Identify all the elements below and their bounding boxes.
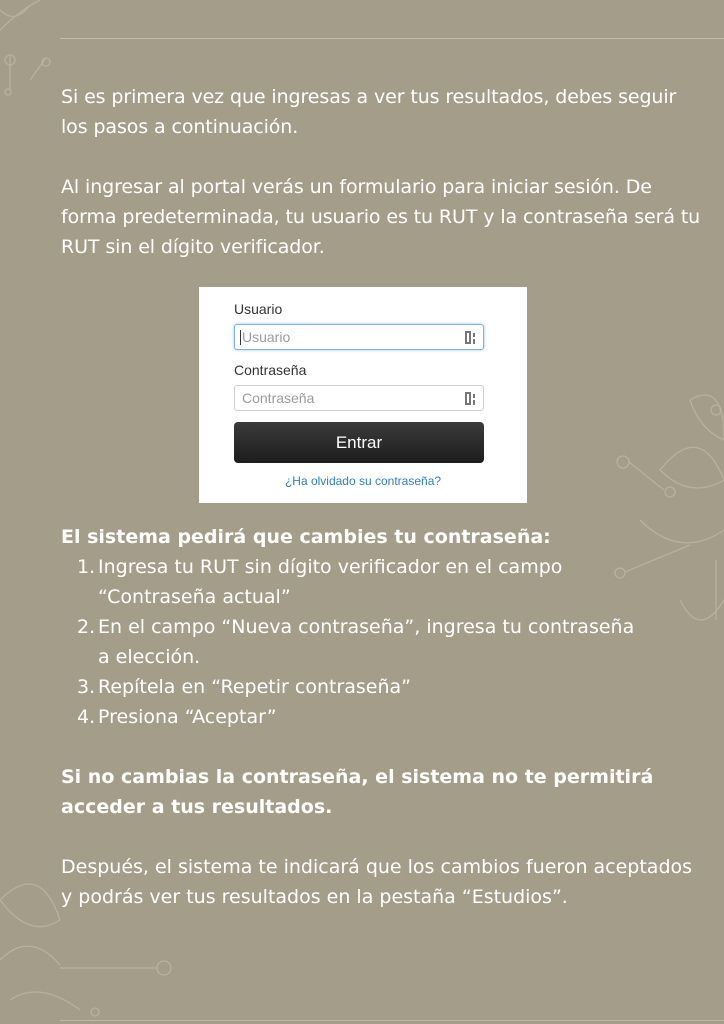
password-label: Contraseña xyxy=(234,362,307,378)
password-manager-icon[interactable] xyxy=(465,331,477,344)
password-placeholder: Contraseña xyxy=(242,390,315,406)
login-submit-button[interactable]: Entrar xyxy=(234,422,484,463)
warning-paragraph: Si no cambias la contraseña, el sistema no te permitirá acceder a tus resultados. xyxy=(61,766,654,818)
step-text: En el campo “Nueva contraseña”, ingresa tu contraseña a elección. xyxy=(98,616,635,668)
step-text: Ingresa tu RUT sin dígito verificador en el campo “Contraseña actual” xyxy=(98,556,563,608)
forgot-password-link[interactable]: ¿Ha olvidado su contraseña? xyxy=(284,474,442,488)
step-text: Presiona “Aceptar” xyxy=(98,706,277,728)
username-field[interactable] xyxy=(234,324,484,350)
list-item xyxy=(77,702,637,732)
password-manager-icon[interactable] xyxy=(465,392,477,405)
list-item xyxy=(77,672,637,702)
username-label: Usuario xyxy=(234,301,283,317)
intro-paragraph: Si es primera vez que ingresas a ver tus resultados, debes seguir los pasos a continuación. xyxy=(61,86,677,138)
portal-info-paragraph: Al ingresar al portal verás un formulario para iniciar sesión. De forma predeterminada, tu usuario es tu RUT y la contraseña será tu RUT sin el dígito verificador. xyxy=(61,176,701,258)
list-item xyxy=(77,552,637,612)
password-field[interactable] xyxy=(234,385,484,411)
step-number: 3. xyxy=(77,676,96,698)
top-divider xyxy=(60,38,724,39)
login-form-screenshot xyxy=(199,287,527,503)
step-number: 4. xyxy=(77,706,96,728)
steps-heading: El sistema pedirá que cambies tu contraseña: xyxy=(61,526,551,548)
step-text: Repítela en “Repetir contraseña” xyxy=(98,676,412,698)
username-placeholder: Usuario xyxy=(242,329,291,345)
bottom-divider xyxy=(60,1020,724,1021)
text-cursor xyxy=(240,330,241,345)
steps-list xyxy=(77,552,637,732)
closing-paragraph: Después, el sistema te indicará que los cambios fueron aceptados y podrás ver tus resultados en la pestaña “Estudios”. xyxy=(61,856,693,908)
step-number: 2. xyxy=(77,616,96,638)
list-item xyxy=(77,612,637,672)
step-number: 1. xyxy=(77,556,96,578)
